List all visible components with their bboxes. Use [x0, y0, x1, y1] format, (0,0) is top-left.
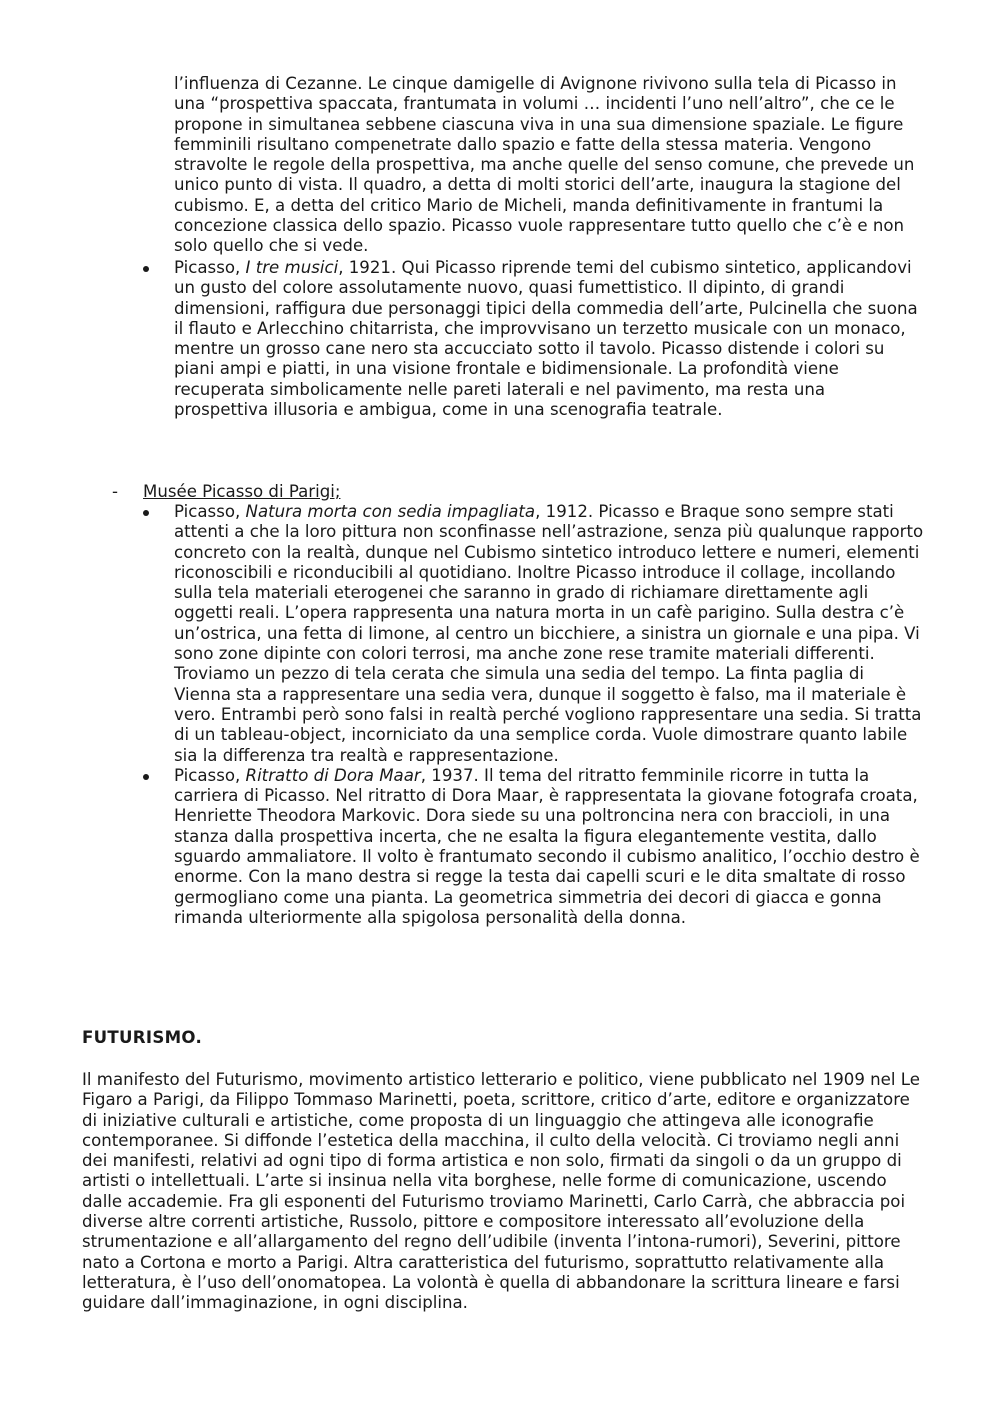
bullet-icon [143, 266, 149, 272]
museum-heading [112, 482, 512, 502]
artwork-title: Natura morta con sedia impagliata [245, 502, 536, 521]
museum-heading-label: Musée Picasso di Parigi; [143, 482, 341, 501]
list-item [174, 258, 924, 420]
artist-name: Picasso, [174, 502, 246, 521]
artist-name: Picasso, [174, 258, 246, 277]
continuation-paragraph: l’influenza di Cezanne. Le cinque damigelle di Avignone rivivono sulla tela di Picasso in una “prospettiva spaccata, frantumata in volumi … incidenti l’uno nell’altro”, che ce le propone in simultanea sebbene ciascuna viva in una sua dimensione spaziale. Le figure femminili risultano compenetrate dallo spazio e fatte della stessa materia. Vengono stravolte le regole della prospettiva, ma anche quelle del senso comune, che prevede un unico punto di vista. Il quadro, a detta di molti storici dell’arte, inaugura la stagione del cubismo. E, a detta del critico Mario de Micheli, manda definitivamente in frantumi la concezione classica dello spazio. Picasso vuole rappresentare tutto quello che c’è e non solo quello che si vede. [174, 74, 915, 256]
bullet-icon [143, 510, 149, 516]
dash-marker: - [112, 482, 118, 501]
artwork-description: , 1912. Picasso e Braque sono sempre stati attenti a che la loro pittura non sconfinasse nell’astrazione, senza più qualunque rapporto concreto con la realtà, dunque nel Cubismo sintetico introduco lettere e numeri, elementi riconoscibili e riconducibili al quotidiano. Inoltre Picasso introduce il collage, incollando sulla tela materiali eterogenei che saranno in grado di richiamare direttamente agli oggetti reali. L’opera rappresenta una natura morta in un cafè parigino. Sulla destra c’è un’ostrica, una fetta di limone, al centro un bicchiere, a sinistra un giornale e una pipa. Vi sono zone dipinte con colori terrosi, ma anche zone rese tramite materiali differenti. Troviamo un pezzo di tela cerata che simula una sedia del tempo. La finta paglia di Vienna sta a rappresentare una sedia vera, dunque il soggetto è falso, ma il materiale è vero. Entrambi però sono falsi in realtà perché vogliono rappresentare una sedia. Si tratta di un tableau-object, incorniciato da una semplice corda. Vuole dimostrare quanto labile sia la differenza tra realtà e rappresentazione. [174, 502, 924, 765]
bullet-icon [143, 774, 149, 780]
artwork-description: , 1937. Il tema del ritratto femminile ricorre in tutta la carriera di Picasso. Nel ritratto di Dora Maar, è rappresentata la giovane fotografa croata, Henriette Theodora Markovic. Dora siede su una poltroncina nera con braccioli, in una stanza dalla prospettiva incerta, che ne esalta la figura elegantemente vestita, dallo sguardo ammaliatore. Il volto è frantumato secondo il cubismo analitico, l’occhio destro è enorme. Con la mano destra si regge la testa dai capelli scuri e le dita smaltate di rosso germogliano come una pianta. La geometrica simmetria dei decori di giacca e gonna rimanda ulteriormente alla spigolosa personalità della donna. [174, 765, 920, 927]
first-artwork-list [174, 258, 924, 420]
list-item [174, 502, 924, 766]
artist-name: Picasso, [174, 765, 246, 785]
list-item [174, 766, 924, 928]
artwork-description: , 1921. Qui Picasso riprende temi del cubismo sintetico, applicandovi un gusto del colore assolutamente nuovo, quasi fumettistico. Il dipinto, di grandi dimensioni, raffigura due personaggi tipici della commedia dell’arte, Pulcinella che suona il flauto e Arlecchino chitarrista, che improvvisano un terzetto musicale con un monaco, mentre un grosso cane nero sta accucciato sotto il tavolo. Picasso distende i colori su piani ampi e piatti, in una visione frontale e bidimensionale. La profondità viene recuperata simbolicamente nelle pareti laterali e nel pavimento, ma resta una prospettiva illusoria e ambigua, come in una scenografia teatrale. [174, 258, 918, 420]
artwork-title: Ritratto di Dora Maar [245, 765, 421, 785]
futurismo-paragraph: Il manifesto del Futurismo, movimento artistico letterario e politico, viene pubblicato nel 1909 nel Le Figaro a Parigi, da Filippo Tommaso Marinetti, poeta, scrittore, critico d’arte, editore e organizzatore di iniziative culturali e artistiche, come proposta di un linguaggio che attingeva alle iconografie contemporanee. Si diffonde l’estetica della macchina, il culto della velocità. Ci troviamo negli anni dei manifesti, relativi ad ogni tipo di forma artistica e non solo, firmati da singoli o da un gruppo di artisti o intellettuali. L’arte si insinua nella vita borghese, nelle forme di comunicazione, uscendo dalle accademie. Fra gli esponenti del Futurismo troviamo Marinetti, Carlo Carrà, che abbraccia poi diverse altre correnti artistiche, Russolo, pittore e compositore interessato all’evoluzione della strumentazione e all’allargamento del regno dell’udibile (inventa l’intona-rumori), Severini, pittore nato a Cortona e morto a Parigi. Altra caratteristica del futurismo, soprattutto relativamente alla letteratura, è l’uso dell’onomatopea. La volontà è quella di abbandonare la scrittura lineare e farsi guidare dall’immaginazione, in ogni disciplina. [82, 1070, 920, 1313]
futurismo-heading: FUTURISMO. [82, 1028, 203, 1047]
second-artwork-list [174, 502, 924, 928]
artwork-title: I tre musici [245, 258, 339, 277]
